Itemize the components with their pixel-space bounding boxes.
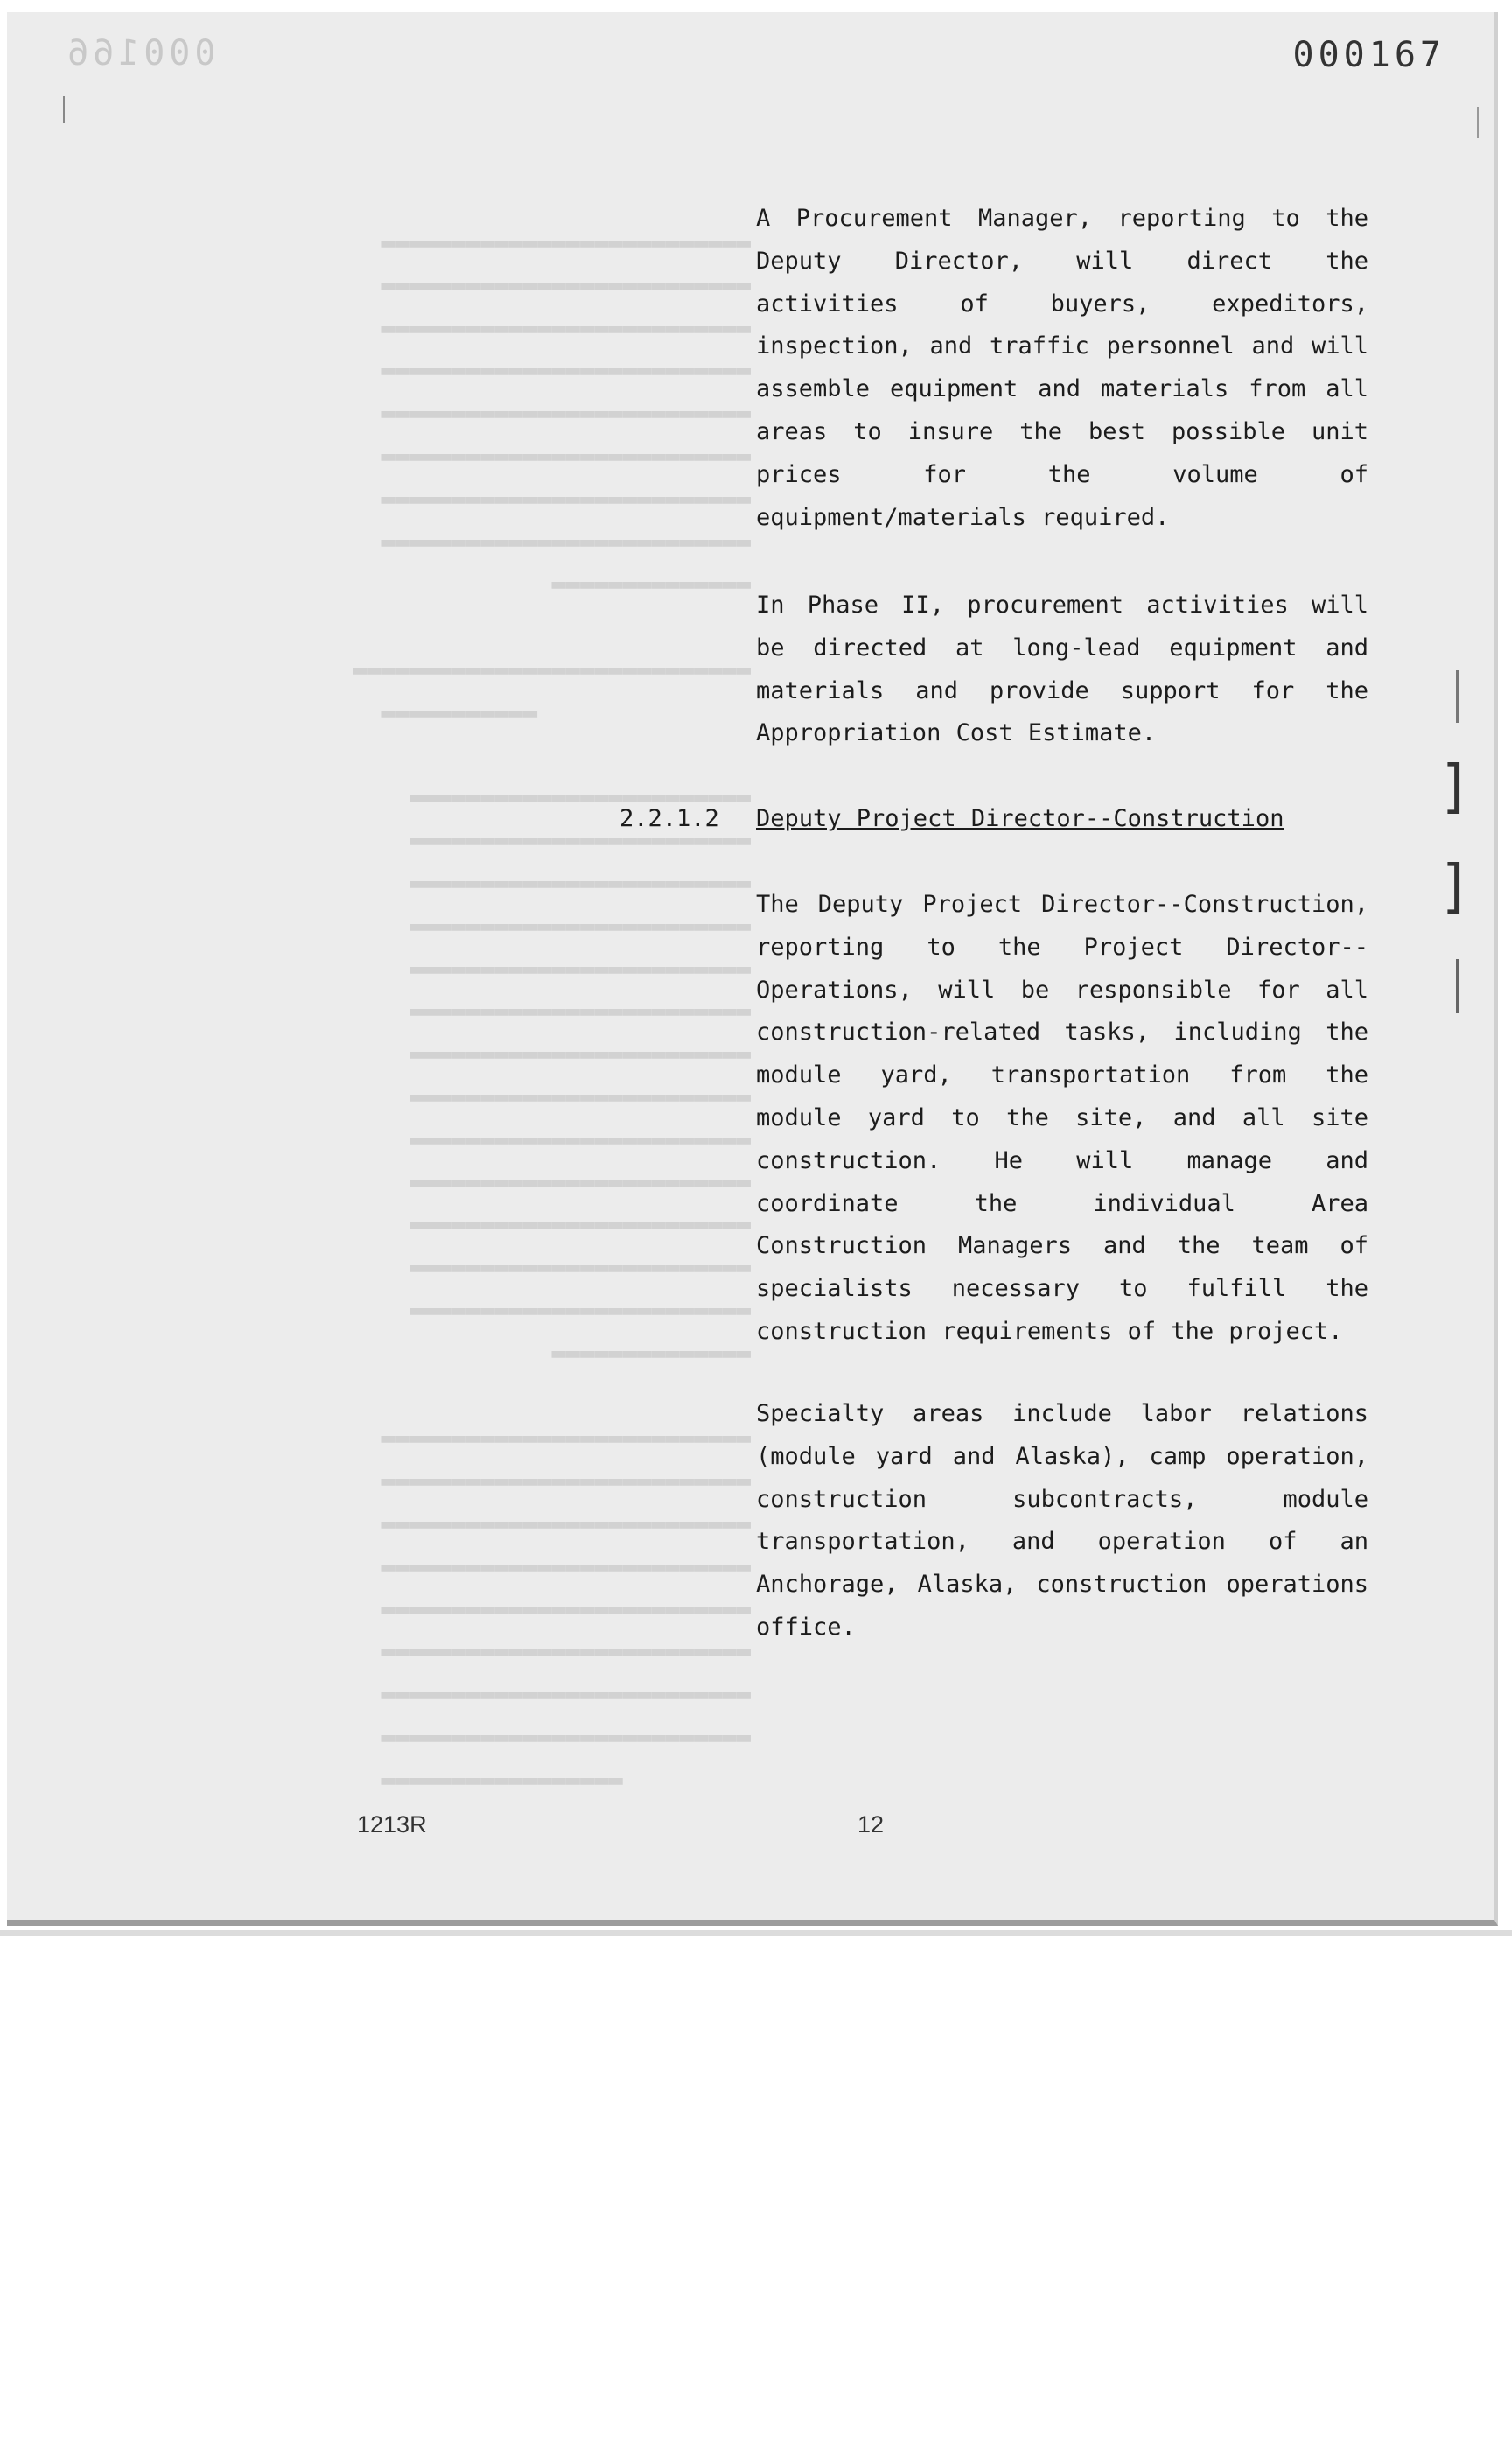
bleed-through-text: ▬▬▬▬▬▬▬▬▬▬▬▬▬▬▬▬▬▬▬▬▬▬▬▬▬▬ ▬▬▬▬▬▬▬▬▬▬▬▬▬▬▬▬▬▬▬▬▬▬▬▬▬▬ ▬▬▬▬▬▬▬▬▬▬▬▬▬▬▬▬▬▬▬▬▬▬▬▬▬▬ ▬▬▬▬▬▬▬▬▬▬▬▬▬▬▬▬▬▬▬▬▬▬▬▬▬▬ ▬▬▬▬▬▬▬▬▬▬▬▬▬▬▬▬▬▬▬▬▬▬▬▬▬▬ ▬▬▬▬▬▬▬▬▬▬▬▬▬▬▬▬▬▬▬▬▬▬▬▬▬▬ ▬▬▬▬▬▬▬▬▬▬▬▬▬▬▬▬▬▬▬▬▬▬▬▬▬▬ ▬▬▬▬▬▬▬▬▬▬▬▬▬▬▬▬▬▬▬▬▬▬▬▬▬▬ ▬▬▬▬▬▬▬▬▬▬▬▬▬▬ ▬▬▬▬▬▬▬▬▬▬▬▬▬▬▬▬▬▬▬▬▬▬▬▬▬▬▬▬ ▬▬▬▬▬▬▬▬▬▬▬ ▬▬▬▬▬▬▬▬▬▬▬▬▬▬▬▬▬▬▬▬▬▬▬▬ ▬▬▬▬▬▬▬▬▬▬▬▬▬▬▬▬▬▬▬▬▬▬▬▬ ▬▬▬▬▬▬▬▬▬▬▬▬▬▬▬▬▬▬▬▬▬▬▬▬ ▬▬▬▬▬▬▬▬▬▬▬▬▬▬▬▬▬▬▬▬▬▬▬▬ ▬▬▬▬▬▬▬▬▬▬▬▬▬▬▬▬▬▬▬▬▬▬▬▬ ▬▬▬▬▬▬▬▬▬▬▬▬▬▬▬▬▬▬▬▬▬▬▬▬ ▬▬▬▬▬▬▬▬▬▬▬▬▬▬▬▬▬▬▬▬▬▬▬▬ ▬▬▬▬▬▬▬▬▬▬▬▬▬▬▬▬▬▬▬▬▬▬▬▬ ▬▬▬▬▬▬▬▬▬▬▬▬▬▬▬▬▬▬▬▬▬▬▬▬ ▬▬▬▬▬▬▬▬▬▬▬▬▬▬▬▬▬▬▬▬▬▬▬▬ ▬▬▬▬▬▬▬▬▬▬▬▬▬▬▬▬▬▬▬▬▬▬▬▬ ▬▬▬▬▬▬▬▬▬▬▬▬▬▬▬▬▬▬▬▬▬▬▬▬ ▬▬▬▬▬▬▬▬▬▬▬▬▬▬▬▬▬▬▬▬▬▬▬▬ ▬▬▬▬▬▬▬▬▬▬▬▬▬▬ ▬▬▬▬▬▬▬▬▬▬▬▬▬▬▬▬▬▬▬▬▬▬▬▬▬▬ ▬▬▬▬▬▬▬▬▬▬▬▬▬▬▬▬▬▬▬▬▬▬▬▬▬▬ ▬▬▬▬▬▬▬▬▬▬▬▬▬▬▬▬▬▬▬▬▬▬▬▬▬▬ ▬▬▬▬▬▬▬▬▬▬▬▬▬▬▬▬▬▬▬▬▬▬▬▬▬▬ ▬▬▬▬▬▬▬▬▬▬▬▬▬▬▬▬▬▬▬▬▬▬▬▬▬▬ ▬▬▬▬▬▬▬▬▬▬▬▬▬▬▬▬▬▬▬▬▬▬▬▬▬▬ ▬▬▬▬▬▬▬▬▬▬▬▬▬▬▬▬▬▬▬▬▬▬▬▬▬▬ ▬▬▬▬▬▬▬▬▬▬▬▬▬▬▬▬▬▬▬▬▬▬▬▬▬▬ ▬▬▬▬▬▬▬▬▬▬▬▬▬▬▬▬▬ bbox=[352, 229, 751, 1794]
bleed-through-page-number: 000166 bbox=[63, 33, 216, 74]
page-number-top: 000167 bbox=[1292, 35, 1446, 75]
page-divider bbox=[0, 1930, 1512, 1936]
section-heading: Deputy Project Director--Construction bbox=[756, 805, 1284, 832]
paragraph-phase-ii: In Phase II, procurement activities will be directed at long-lead equipment and materials and provide support for the Appropriation Cost Estimate. bbox=[756, 592, 1368, 747]
footer-document-code: 1213R bbox=[357, 1811, 427, 1838]
paragraph-deputy-construction: The Deputy Project Director--Construction, reporting to the Project Director--Operations, will be responsible for all construction-related tasks, including the module yard, transportation from the module yard to the site, and all site construction. He will manage and coordinate the individual Area Construction Managers and the team of specialists necessary to fulfill the construction requirements of the project. bbox=[756, 891, 1368, 1345]
margin-change-bar bbox=[1456, 670, 1459, 723]
margin-change-bar bbox=[1456, 959, 1459, 1013]
margin-bracket-icon: ] bbox=[1442, 852, 1465, 920]
margin-bracket-icon: ] bbox=[1442, 752, 1465, 820]
margin-tick bbox=[63, 96, 65, 122]
margin-tick bbox=[1477, 107, 1479, 138]
paragraph-procurement-manager: A Procurement Manager, reporting to the Deputy Director, will direct the activities of buyers, expeditors, inspection, and traffic personnel and will assemble equipment and materials from all areas to insure the best possible unit prices for the volume of equipment/materials required. bbox=[756, 205, 1368, 531]
section-number: 2.2.1.2 bbox=[620, 805, 719, 832]
paragraph-specialty-areas: Specialty areas include labor relations (module yard and Alaska), camp operation, construction subcontracts, module transportation, and operation of an Anchorage, Alaska, construction operations office. bbox=[756, 1400, 1368, 1641]
document-page bbox=[7, 12, 1498, 1926]
footer-page-number: 12 bbox=[858, 1811, 885, 1838]
